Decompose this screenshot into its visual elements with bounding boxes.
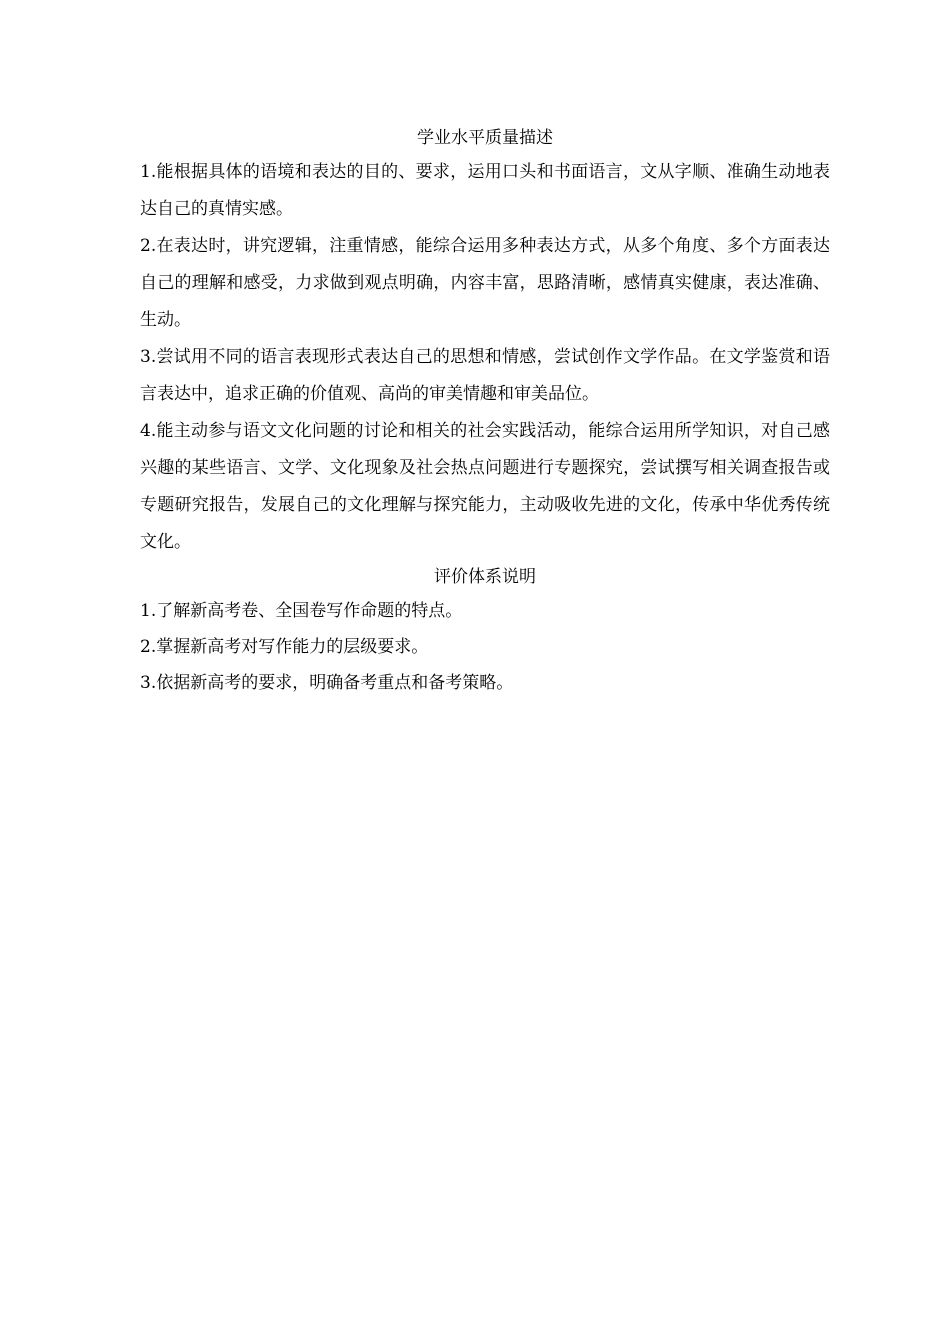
document-page	[140, 122, 830, 701]
quality-item-3: 3.尝试用不同的语言表现形式表达自己的思想和情感，尝试创作文学作品。在文学鉴赏和语言表达中，追求正确的价值观、高尚的审美情趣和审美品位。	[140, 347, 830, 404]
evaluation-item-3: 3.依据新高考的要求，明确备考重点和备考策略。	[140, 673, 514, 693]
evaluation-item-1: 1.了解新高考卷、全国卷写作命题的特点。	[140, 601, 463, 621]
section-title-quality: 学业水平质量描述	[417, 128, 553, 148]
evaluation-item-2: 2.掌握新高考对写作能力的层级要求。	[140, 637, 429, 657]
quality-item-1: 1.能根据具体的语境和表达的目的、要求，运用口头和书面语言，文从字顺、准确生动地表达自己的真情实感。	[140, 162, 830, 219]
quality-item-4: 4.能主动参与语文文化问题的讨论和相关的社会实践活动，能综合运用所学知识，对自己感兴趣的某些语言、文学、文化现象及社会热点问题进行专题探究，尝试撰写相关调查报告或专题研究报告，发展自己的文化理解与探究能力，主动吸收先进的文化，传承中华优秀传统文化。	[140, 421, 830, 552]
section-title-evaluation: 评价体系说明	[434, 567, 536, 587]
quality-item-2: 2.在表达时，讲究逻辑，注重情感，能综合运用多种表达方式，从多个角度、多个方面表达自己的理解和感受，力求做到观点明确，内容丰富，思路清晰，感情真实健康，表达准确、生动。	[140, 236, 830, 330]
